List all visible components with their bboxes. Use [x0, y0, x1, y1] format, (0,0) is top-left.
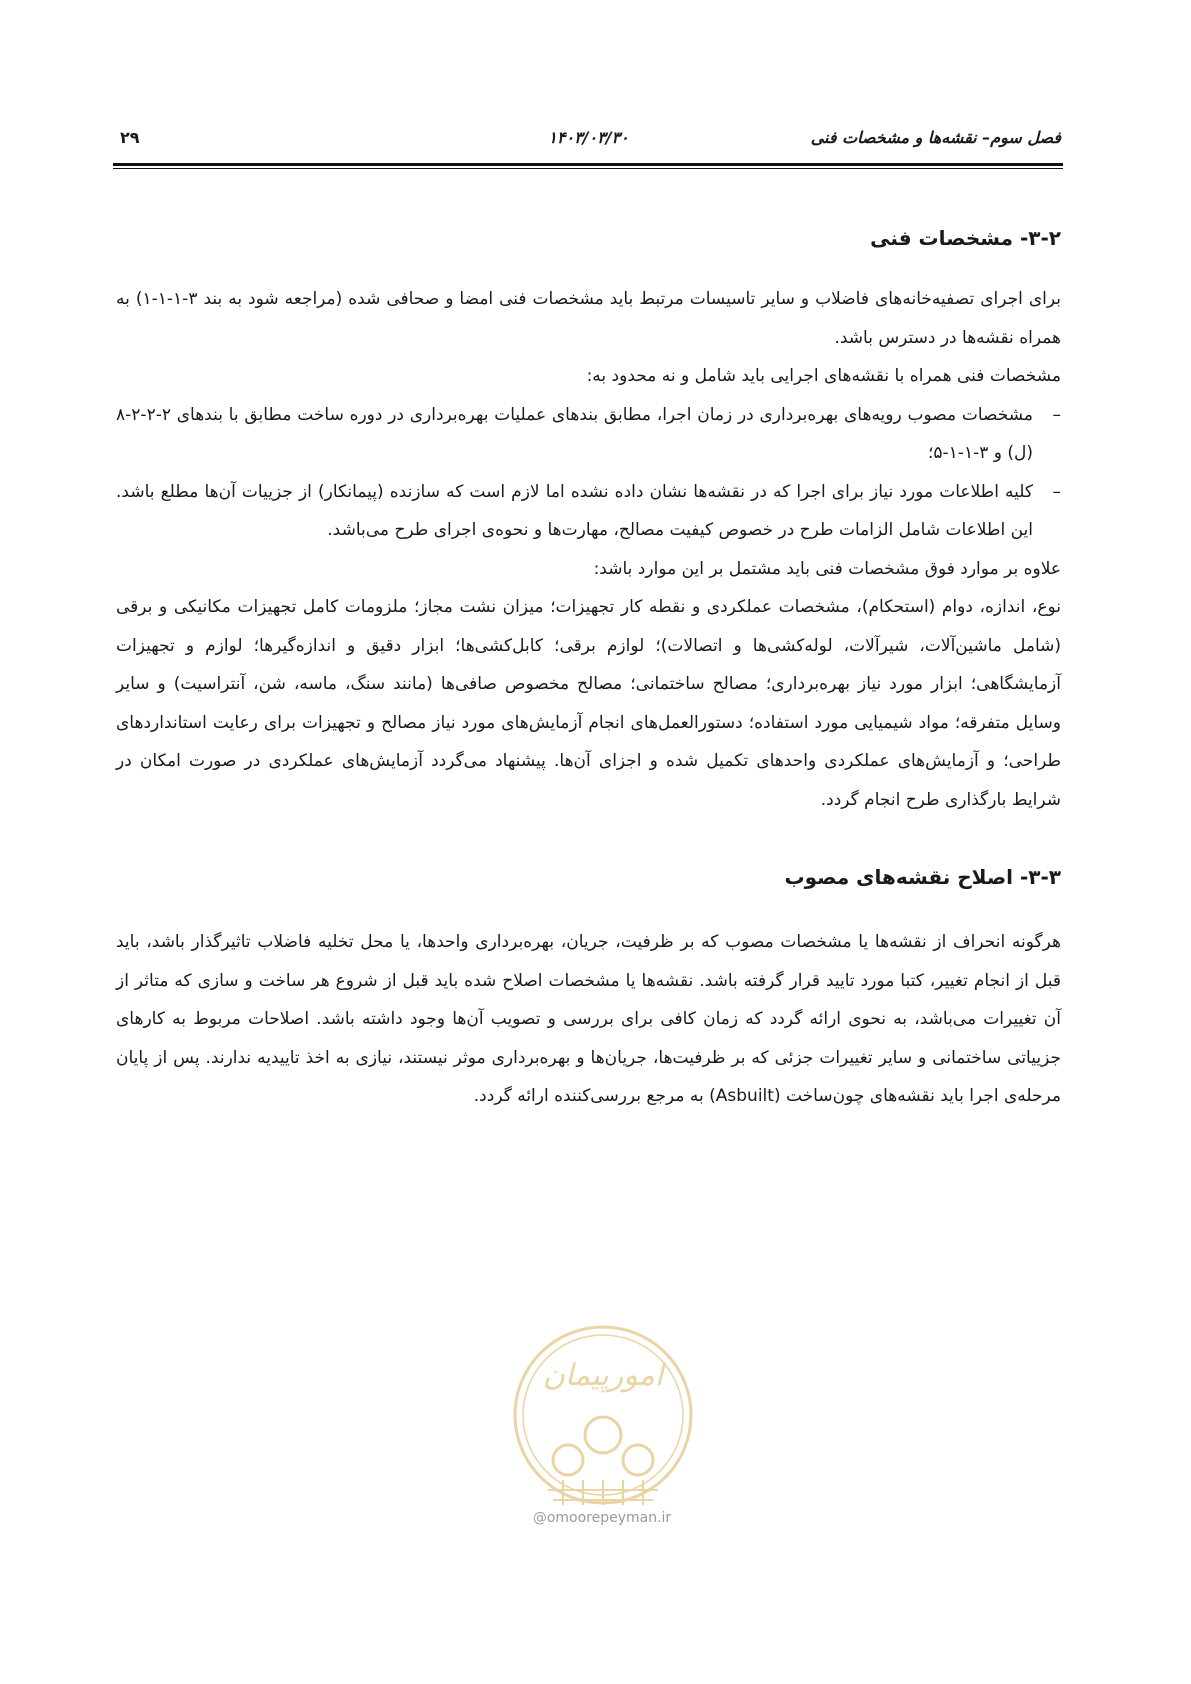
paragraph: مشخصات فنی همراه با نقشه‌های اجرایی باید شامل و نه محدود به: — [586, 366, 1061, 386]
watermark-url: @omoorepeyman.ir — [532, 1510, 672, 1526]
paragraph: هرگونه انحراف از نقشه‌ها یا مشخصات مصوب که بر ظرفیت، جریان، بهره‌برداری واحدها، یا محل تخلیه فاضلاب تاثیرگذار باشد، باید قبل از انجام تغییر، کتبا مورد تایید قرار گرفته باشد. نقشه‌ها یا مشخصات اصلاح شده باید قبل از شروع هر ساخت و سازی که متاثر از آن تغییرات می‌باشد، به نحوی ارائه گردد که زمان کافی برای بررسی و تصویب آن‌ها وجود داشته باشد. اصلاحات مربوط به کارهای جزییاتی ساختمانی و سایر تغییرات جزئی که بر ظرفیت‌ها، جریان‌ها و بهره‌برداری موثر نیستند، نیازی به اخذ تاییدیه ندارند. پس از پایان مرحله‌ی اجرا باید نقشه‌های چون‌ساخت (Asbuilt) به مرجع بررسی‌کننده ارائه گردد. — [116, 932, 1061, 1106]
bullet-list — [116, 396, 1061, 550]
list-item-text: مشخصات مصوب رویه‌های بهره‌برداری در زمان اجرا، مطابق بندهای عملیات بهره‌برداری در دوره ساخت مطابق با بندهای ۲-۲-۲-۸ (ل) و ۳-۱-۱-۵؛ — [116, 404, 1033, 463]
list-item — [116, 396, 1061, 473]
paragraph: نوع، اندازه، دوام (استحکام)، مشخصات عملکردی و نقطه کار تجهیزات؛ میزان نشت مجاز؛ ملزومات کامل تجهیزات مکانیکی و برقی (شامل ماشین‌آلات، شیرآلات، لوله‌کشی‌ها و اتصالات)؛ لوازم برقی؛ کابل‌کشی‌ها؛ ابزار دقیق و اندازه‌گیرها؛ لوازم و تجهیزات آزمایشگاهی؛ ابزار مورد نیاز بهره‌برداری؛ مصالح ساختمانی؛ مصالح مخصوص صافی‌ها (مانند سنگ، ماسه، شن، آنتراسیت) و سایر وسایل متفرقه؛ مواد شیمیایی مورد استفاده؛ دستورالعمل‌های انجام آزمایش‌های مورد نیاز مصالح و تجهیزات برای رعایت استانداردهای طراحی؛ و آزمایش‌های عملکردی واحدهای تکمیل شده و اجزای آن‌ها. پیشنهاد می‌گردد آزمایش‌های عملکردی در صورت امکان در شرایط بارگذاری طرح انجام گردد. — [116, 597, 1061, 810]
watermark-logo — [508, 1320, 698, 1520]
chapter-title: فصل سوم– نقشه‌ها و مشخصات فنی — [810, 128, 1061, 147]
paragraph: علاوه بر موارد فوق مشخصات فنی باید مشتمل بر این موارد باشد: — [593, 558, 1061, 579]
paragraph: برای اجرای تصفیه‌خانه‌های فاضلاب و سایر تاسیسات مرتبط باید مشخصات فنی امضا و صحافی شده (مراجعه شود به بند ۳-۱-۱-۱) به همراه نقشه‌ها در دسترس باشد. — [116, 289, 1061, 348]
page-header — [116, 128, 1061, 156]
page-number: ۲۹ — [120, 128, 140, 147]
list-item — [116, 473, 1061, 550]
dash-bullet: – — [1052, 404, 1061, 425]
page-body — [116, 210, 1061, 1116]
section-heading-technical-specs: ۳-۲- مشخصات فنی — [870, 226, 1061, 250]
dash-bullet: – — [1052, 481, 1061, 502]
watermark-logo-text: امورپیمان — [542, 1358, 664, 1393]
header-date: ۱۴۰۳/۰۳/۳۰ — [548, 128, 629, 147]
section-heading-amendments: ۳-۳- اصلاح نقشه‌های مصوب — [784, 865, 1061, 889]
list-item-text: کلیه اطلاعات مورد نیاز برای اجرا که در نقشه‌ها نشان داده نشده اما لازم است که سازنده (پیمانکار) از جزییات آن‌ها مطلع باشد. این اطلاعات شامل الزامات طرح در خصوص کیفیت مصالح، مهارت‌ها و نحوه‌ی اجرای طرح می‌باشد. — [116, 481, 1033, 540]
header-rule-thin — [113, 168, 1063, 169]
header-rule-thick — [113, 163, 1063, 166]
